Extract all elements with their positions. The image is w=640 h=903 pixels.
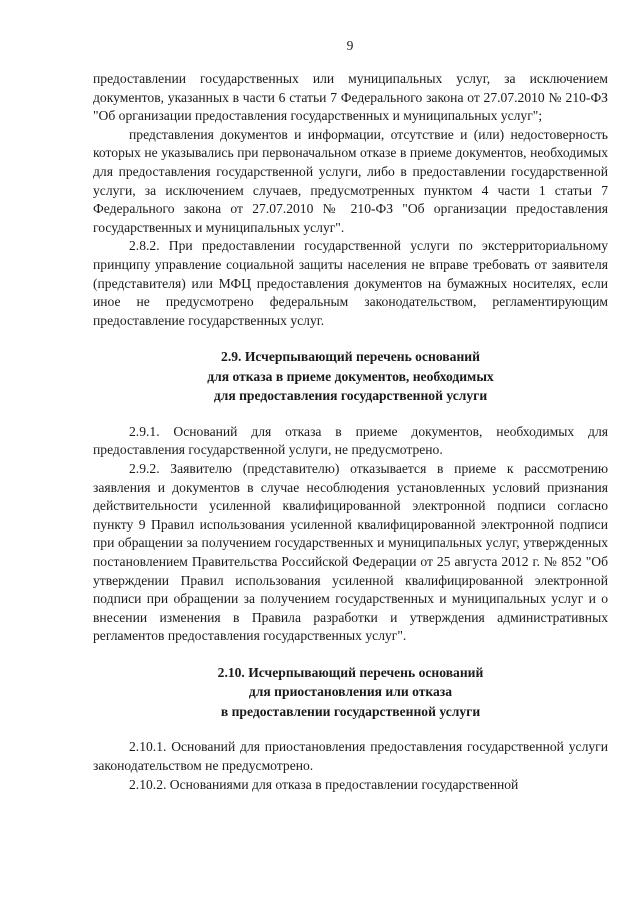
paragraph: представления документов и информации, отсутствие и (или) недостоверность которых не указывались при первоначальном отказе в приеме документов, необходимых для предоставления государственной услуги, либо в предоставлении государственной услуги, за исключением случаев, предусмотренных пунктом 4 части 1 статьи 7 Федерального закона от 27.07.2010 № 210-ФЗ "Об организации предоставления государственных и муниципальных услуг".	[93, 126, 608, 235]
paragraph: 2.9.2. Заявителю (представителю) отказывается в приеме к рассмотрению заявления и документов в случае несоблюдения установленных условий признания действительности усиленной квалифицированной электронной подписи согласно пункту 9 Правил использования усиленной квалифицированной электронной подписи при обращении за получением государственных и муниципальных услуг, утвержденных постановлением Правительства Российской Федерации от 25 августа 2012 г. № 852 "Об утверждении Правил использования усиленной квалифицированной электронной подписи при обращении за получением государственных и муниципальных услуг и о внесении изменения в Правила разработки и утверждения административных регламентов предоставления государственных услуг".	[93, 461, 608, 644]
heading-line: для отказа в приеме документов, необходимых	[207, 368, 494, 384]
paragraph: 2.9.1. Оснований для отказа в приеме документов, необходимых для предоставления государственной услуги, не предусмотрено.	[93, 423, 608, 458]
paragraph: предоставлении государственных или муниципальных услуг, за исключением документов, указанных в части 6 статьи 7 Федерального закона от 27.07.2010 № 210-ФЗ "Об организации предоставления государственных и муниципальных услуг";	[93, 71, 608, 124]
paragraph: 2.10.1. Оснований для приостановления предоставления государственной услуги законодательством не предусмотрено.	[93, 739, 608, 774]
document-body	[93, 70, 608, 794]
section-heading-2-9	[93, 347, 608, 406]
heading-line: в предоставлении государственной услуги	[220, 703, 481, 719]
heading-line: для предоставления государственной услуги	[213, 388, 488, 404]
heading-line: 2.9. Исчерпывающий перечень оснований	[221, 349, 480, 365]
heading-line: для приостановления или отказа	[248, 684, 453, 700]
section-heading-2-10	[93, 663, 608, 722]
page-number: 9	[346, 38, 354, 53]
paragraph: 2.10.2. Основаниями для отказа в предоставлении государственной	[129, 776, 519, 792]
paragraph: 2.8.2. При предоставлении государственной услуги по экстерриториальному принципу управление социальной защиты населения не вправе требовать от заявителя (представителя) или МФЦ предоставления документов на бумажных носителях, если иное не предусмотрено федеральным законодательством, регламентирующим предоставление государственных услуг.	[93, 238, 608, 328]
heading-line: 2.10. Исчерпывающий перечень оснований	[217, 664, 484, 680]
